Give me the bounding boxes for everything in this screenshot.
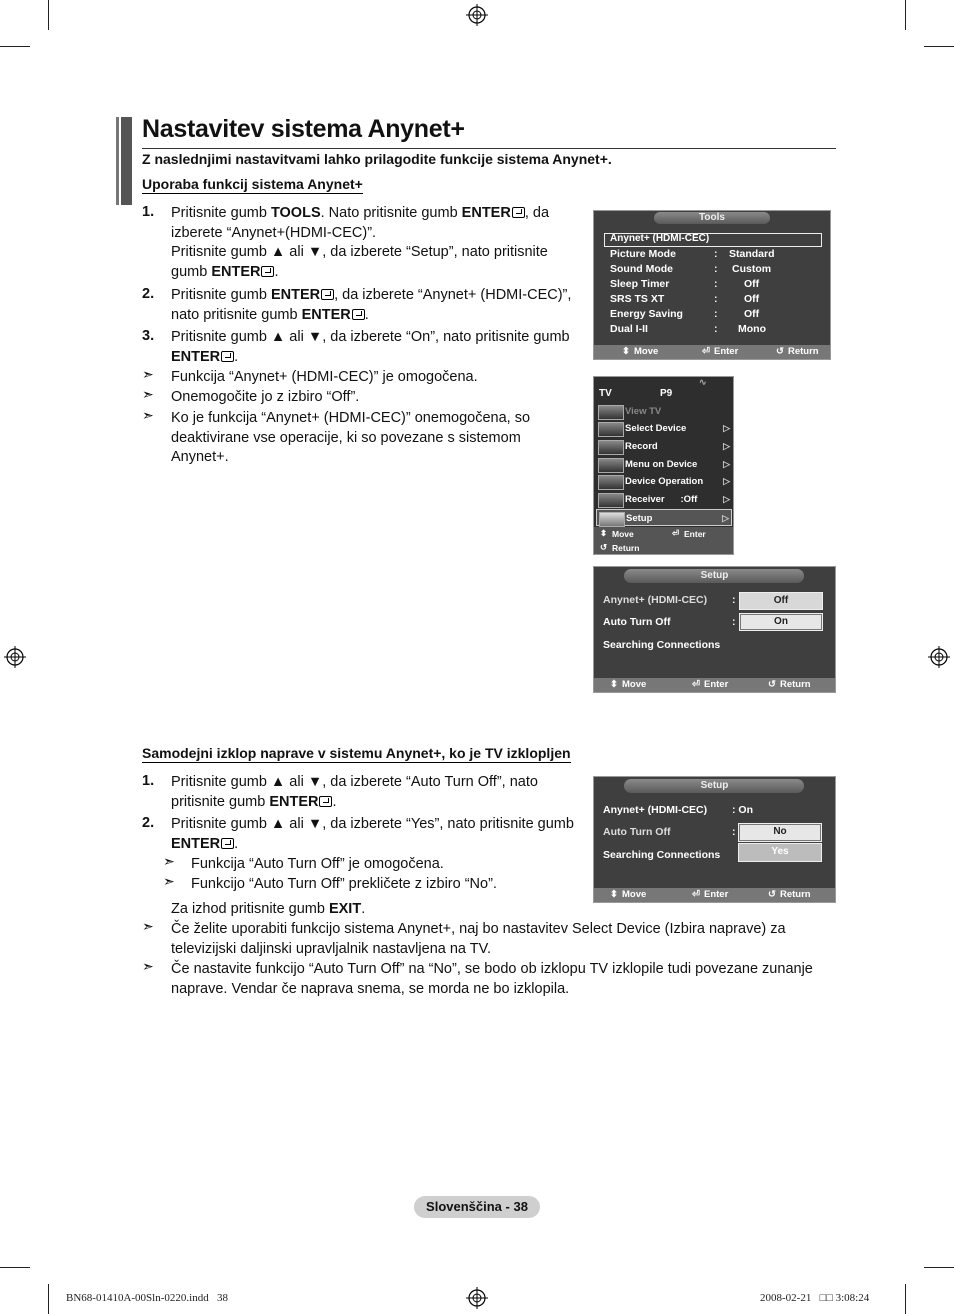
move-icon: ⬍	[622, 346, 630, 357]
tv-menu-item[interactable]	[596, 420, 732, 437]
osd-row-label: Energy Saving	[610, 308, 683, 320]
move-icon: ⬍	[610, 889, 618, 900]
crop-mark	[905, 0, 906, 30]
tv-menu-label: View TV	[625, 406, 662, 417]
step-text: Pritisnite gumb ▲ ali ▼, da izberete “On”, nato pritisnite gumb ENTER .	[171, 329, 570, 365]
crop-mark	[48, 1284, 49, 1314]
enter-icon: ⏎	[692, 889, 700, 900]
footer-enter-label: Enter	[684, 529, 706, 539]
note-arrow-icon: ➣	[142, 366, 154, 382]
return-icon: ↺	[600, 542, 608, 552]
footer-move-label: Move	[612, 529, 634, 539]
tv-menu-item-selected[interactable]	[596, 509, 732, 526]
tv-channel-label: P9	[660, 388, 673, 399]
chevron-right-icon: ▷	[722, 513, 729, 523]
tv-anynet-osd-screen	[593, 376, 734, 555]
note-text: Funkcija “Anynet+ (HDMI-CEC)” je omogočena.	[171, 369, 478, 385]
osd-row-label: SRS TS XT	[610, 293, 665, 305]
note-arrow-icon: ➣	[142, 407, 154, 423]
chevron-right-icon: ▷	[723, 441, 730, 451]
chevron-right-icon: ▷	[723, 459, 730, 469]
enter-icon	[352, 309, 365, 320]
tv-menu-label: Select Device	[625, 423, 687, 434]
osd-row-value: Standard	[729, 248, 775, 260]
step-text: Pritisnite gumb ▲ ali ▼, da izberete “Yes”, nato pritisnite gumb ENTER .	[171, 816, 574, 852]
crop-mark	[0, 1267, 30, 1268]
step-number: 1.	[142, 773, 155, 789]
return-icon: ↺	[768, 679, 776, 690]
osd-row-sep: :	[714, 263, 718, 275]
step-text: Pritisnite gumb ▲ ali ▼, da izberete “Auto Turn Off”, nato pritisnite gumb ENTER .	[171, 774, 538, 810]
enter-icon	[221, 838, 234, 849]
setup-osd-screen-2	[593, 776, 836, 903]
print-file-label: BN68-01410A-00Sln-0220.indd 38	[66, 1292, 228, 1304]
footer-return-label: Return	[780, 679, 811, 690]
footer-enter-label: Enter	[714, 346, 739, 357]
view-tv-icon	[598, 405, 624, 420]
section1-heading: Uporaba funkcij sistema Anynet+	[142, 176, 363, 192]
note-arrow-icon: ➣	[163, 853, 175, 869]
menu-on-device-icon	[598, 458, 624, 473]
osd-title: Setup	[700, 570, 729, 581]
osd-row-label: Picture Mode	[610, 248, 676, 260]
print-date-label: 2008-02-21 □□ 3:08:24	[760, 1292, 870, 1304]
osd-option-no[interactable]: No	[738, 823, 822, 842]
note-text: Funkcija “Auto Turn Off” je omogočena.	[191, 856, 444, 872]
note-text: Če nastavite funkcijo “Auto Turn Off” na “No”, se bodo ob izklopu TV izklopile tudi povezane zunanje naprave. Vendar če naprava snema, se morda ne bo izklopila.	[171, 961, 813, 997]
tools-osd-screen	[593, 210, 831, 360]
intro-text: Z naslednjimi nastavitvami lahko prilagodite funkcije sistema Anynet+.	[142, 151, 612, 167]
osd-row-label: Anynet+ (HDMI-CEC)	[603, 594, 708, 606]
osd-row-value: Off	[744, 278, 760, 290]
osd-option-on[interactable]: On	[739, 613, 823, 631]
chevron-right-icon: ▷	[723, 494, 730, 504]
move-icon: ⬍	[600, 528, 608, 538]
note-arrow-icon: ➣	[142, 386, 154, 402]
exit-instruction: Za izhod pritisnite gumb EXIT.	[171, 901, 366, 917]
note-arrow-icon: ➣	[142, 918, 154, 934]
footer-enter-label: Enter	[704, 889, 729, 900]
osd-row-value: Custom	[732, 263, 772, 275]
crop-mark	[905, 1284, 906, 1314]
tv-menu-label: Device Operation	[625, 476, 704, 487]
enter-icon	[512, 207, 525, 218]
receiver-icon	[598, 493, 624, 508]
note-arrow-icon: ➣	[142, 958, 154, 974]
tv-menu-label: Receiver :Off	[625, 494, 698, 505]
footer-move-label: Move	[622, 889, 647, 900]
enter-icon	[321, 289, 334, 300]
osd-row-value: : On	[732, 804, 753, 816]
osd-row-sep: :	[714, 278, 718, 290]
setup-osd-screen-1	[593, 566, 836, 693]
tv-header-label: TV	[599, 388, 612, 399]
osd-row-label: Anynet+ (HDMI-CEC)	[603, 804, 708, 816]
osd-row-sep: :	[732, 826, 736, 838]
section2-heading: Samodejni izklop naprave v sistemu Anynet+, ko je TV izklopljen	[142, 745, 571, 761]
osd-row-label: Auto Turn Off	[603, 616, 671, 628]
registration-mark-icon	[466, 1287, 488, 1309]
osd-title: Tools	[699, 212, 725, 223]
anynet-logo-icon: ∿	[699, 377, 707, 387]
section-marker-bar	[116, 117, 132, 205]
tv-menu-item[interactable]	[596, 403, 732, 420]
select-device-icon	[598, 422, 624, 437]
footer-return-label: Return	[780, 889, 811, 900]
tv-menu-item[interactable]	[596, 473, 732, 490]
tv-menu-item[interactable]	[596, 491, 732, 508]
osd-row-label: Searching Connections	[603, 849, 721, 861]
osd-row-label: Searching Connections	[603, 639, 721, 651]
osd-row-sep: :	[714, 323, 718, 335]
crop-mark	[48, 0, 49, 30]
step-number: 1.	[142, 204, 155, 220]
osd-row-label: Anynet+ (HDMI-CEC)	[610, 233, 710, 244]
osd-option-yes[interactable]: Yes	[738, 843, 822, 862]
registration-mark-icon	[466, 4, 488, 26]
tv-menu-label: Menu on Device	[625, 459, 698, 470]
osd-footer	[594, 678, 835, 692]
osd-footer	[594, 888, 835, 902]
tv-menu-item[interactable]	[596, 438, 732, 455]
enter-icon	[261, 266, 274, 277]
page-number-badge: Slovenščina - 38	[414, 1196, 540, 1218]
record-icon	[598, 440, 624, 455]
osd-row-value: Mono	[738, 323, 766, 335]
osd-row-sep: :	[732, 616, 736, 628]
chevron-right-icon: ▷	[723, 423, 730, 433]
device-operation-icon	[598, 475, 624, 490]
osd-row-sep: :	[714, 308, 718, 320]
osd-option-off[interactable]: Off	[739, 592, 823, 610]
page-title: Nastavitev sistema Anynet+	[142, 115, 465, 143]
osd-row-label: Sound Mode	[610, 263, 673, 275]
footer-enter-label: Enter	[704, 679, 729, 690]
crop-mark	[924, 1267, 954, 1268]
enter-icon: ⏎	[672, 528, 680, 538]
step-number: 2.	[142, 815, 155, 831]
tv-menu-label: Setup	[626, 513, 653, 524]
osd-row-value: Off	[744, 308, 760, 320]
enter-icon	[221, 351, 234, 362]
note-arrow-icon: ➣	[163, 873, 175, 889]
note-text: Onemogočite jo z izbiro “Off”.	[171, 389, 360, 405]
osd-row-sep: :	[732, 594, 736, 606]
osd-row-label: Sleep Timer	[610, 278, 670, 290]
note-text: Če želite uporabiti funkcijo sistema Anynet+, naj bo nastavitev Select Device (Izbira naprave) za televizijski daljinski upravljalnik nastavljena na TV.	[171, 921, 786, 957]
osd-footer	[594, 527, 733, 554]
tv-menu-item[interactable]	[596, 456, 732, 473]
return-icon: ↺	[776, 346, 784, 357]
note-text: Funkcijo “Auto Turn Off” prekličete z izbiro “No”.	[191, 876, 497, 892]
osd-row-label: Dual I-II	[610, 323, 648, 335]
enter-icon: ⏎	[702, 346, 710, 357]
step-text: Pritisnite gumb TOOLS. Nato pritisnite gumb ENTER , da izberete “Anynet+(HDMI-CEC)”. Pritisnite gumb ▲ ali ▼, da izberete “Setup”, nato pritisnite gumb ENTER .	[171, 205, 550, 281]
registration-mark-icon	[928, 646, 950, 668]
footer-return-label: Return	[788, 346, 819, 357]
footer-move-label: Move	[634, 346, 659, 357]
osd-row-sep: :	[714, 293, 718, 305]
crop-mark	[924, 46, 954, 47]
footer-return-label: Return	[612, 543, 640, 553]
crop-mark	[0, 46, 30, 47]
enter-icon	[319, 796, 332, 807]
step-text: Pritisnite gumb ENTER , da izberete “Anynet+ (HDMI-CEC)”, nato pritisnite gumb ENTER .	[171, 287, 572, 323]
osd-row-sep: :	[714, 248, 718, 260]
footer-move-label: Move	[622, 679, 647, 690]
osd-row-value: Off	[744, 293, 760, 305]
step-number: 3.	[142, 328, 155, 344]
osd-footer	[594, 345, 830, 359]
setup-gear-icon	[599, 512, 625, 527]
osd-title: Setup	[700, 780, 729, 791]
osd-row-label: Auto Turn Off	[603, 826, 671, 838]
return-icon: ↺	[768, 889, 776, 900]
enter-icon: ⏎	[692, 679, 700, 690]
registration-mark-icon	[4, 646, 26, 668]
note-text: Ko je funkcija “Anynet+ (HDMI-CEC)” onemogočena, so deaktivirane vse operacije, ki so povezane s sistemom Anynet+.	[171, 410, 531, 466]
step-number: 2.	[142, 286, 155, 302]
title-rule	[142, 148, 836, 149]
tv-menu-label: Record	[625, 441, 658, 452]
chevron-right-icon: ▷	[723, 476, 730, 486]
move-icon: ⬍	[610, 679, 618, 690]
